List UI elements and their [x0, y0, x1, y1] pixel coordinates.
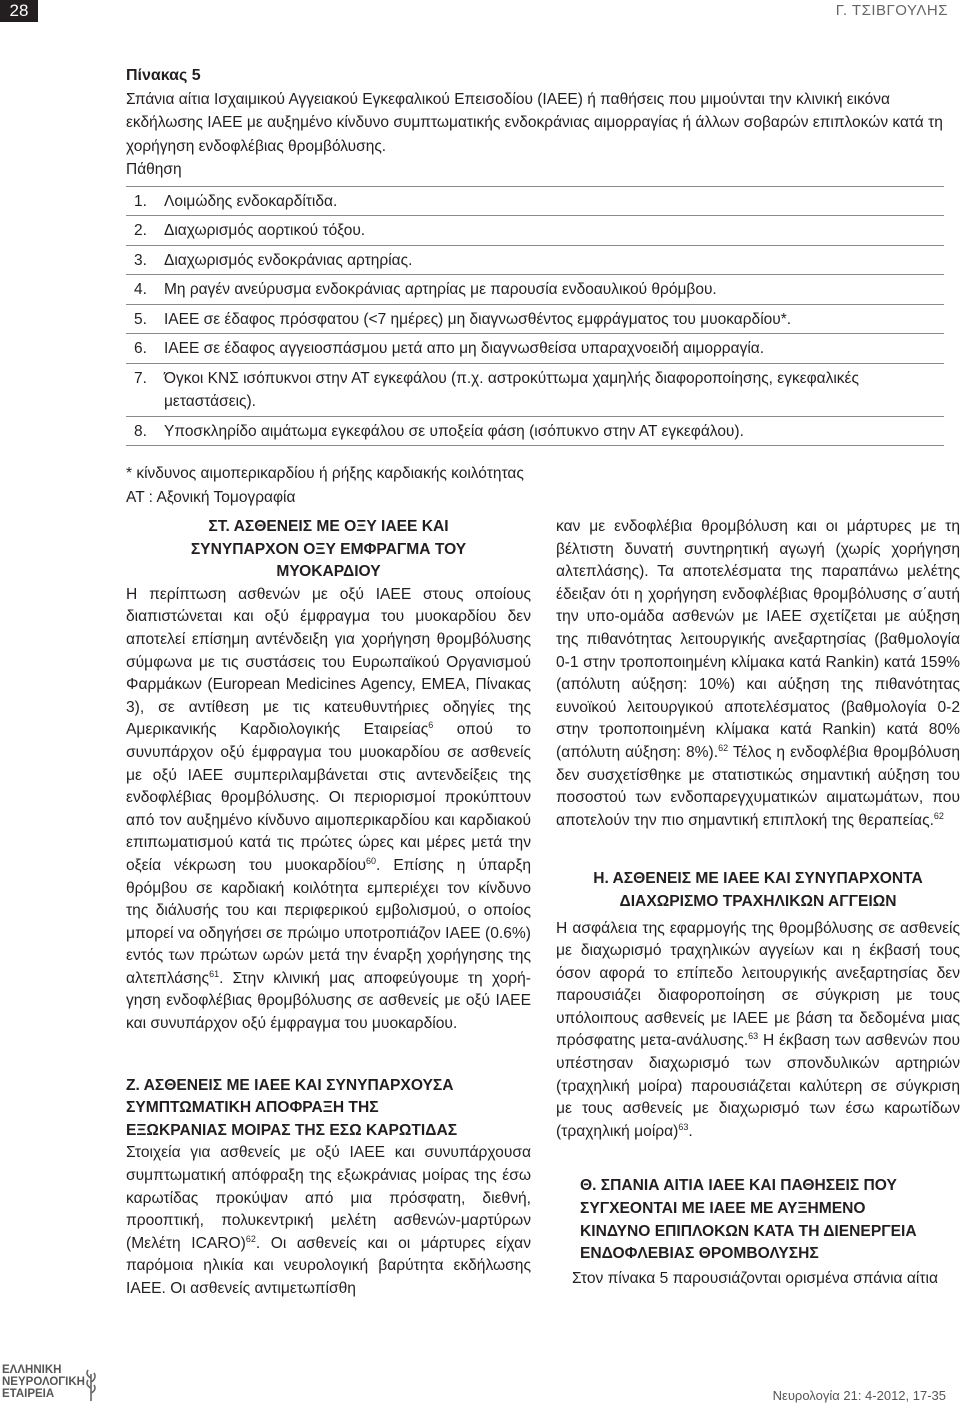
table-row: [126, 304, 944, 334]
table-row: [126, 186, 944, 216]
row-text: Μη ραγέν ανεύρυσμα ενδοκράνιας αρτηρίας με παρουσία ενδοαυλικού θρόμβου.: [164, 281, 717, 298]
citation: 61: [209, 968, 220, 979]
row-text: ΙΑΕΕ σε έδαφος πρόσφατου (<7 ημέρες) μη διαγνωσθέντος εμφράγματος του μυοκαρδίου*.: [164, 310, 792, 328]
row-text: Υποσκληρίδο αιμάτωμα εγκεφάλου σε υποξεία φάση (ισόπυκνο στην ΑΤ εγκεφάλου).: [164, 422, 744, 440]
table-row: [126, 215, 944, 245]
paragraph: Η περίπτωση ασθενών με οξύ ΙΑΕΕ στους οποίους διαπιστώνεται και οξύ έμφραγμα του μυοκαρδίου δεν αποτελεί επίσημη αντένδειξη για χορήγηση θρομβόλυσης σύμφωνα με τις συστάσεις του Ευρωπαϊκού Οργανισμού Φαρμάκων (European Medicines Agency, EMEA, Πίνακας 3), σε αντίθεση με τις κατευθυντήριες οδηγίες της Αμερικανικής Καρδιολογικής Εταιρείας$^6$ οπού το συνυπάρχον οξύ έμφραγμα του μυοκαρδίου σε ασθενείς με οξύ ΙΑΕΕ συμπεριλαμβάνεται στις αντενδείξεις της ενδοφλέβιας θρομβόλυσης. Οι περιορισμοί προκύπτουν από τον αυξημένο κίνδυνο αιμοπερικαρδίου και καρδιακού επιπωματισμού κατά τις πρώτες ώρες και μέρες μετά την οξεία νέκρωση του μυοκαρδίου$^{60}$. Επίσης η ύπαρξη θρόμβου σε καρδιακή κοιλότητα εμπεριέχει τον κίνδυνο της διάλυσής του και περιφερικού εμβολισμού, ο οποίος μπορεί να οδηγήσει σε πρώιμο υποτροπιάζον ΙΑΕΕ (0.6%) εντός των πρώτων ωρών μετά την έναρξη χορήγησης της αλτεπλάσης$^{61}$. Στην κλινική μας αποφεύγουμε τη χορήγηση ενδοφλέβιας θρομβόλυσης σε ασθενείς με οξύ ΙΑΕΕ και συνυπάρχον οξύ έμφραγμα του μυοκαρδίου.: [126, 585, 532, 1033]
row-number: 7.: [134, 369, 147, 387]
citation: 62: [933, 810, 944, 821]
section-heading-st: ΣΤ. ΑΣΘΕΝΕΙΣ ΜΕ ΟΞΥ ΙΑΕΕ ΚΑΙ ΣΥΝΥΠΑΡΧΟΝ ΟΞΥ ΕΜΦΡΑΓΜΑ ΤΟΥ ΜΥΟΚΑΡΔΙΟΥ: [190, 518, 467, 581]
table-row: [126, 274, 944, 304]
journal-logo: [2, 1364, 97, 1408]
table-row: [126, 245, 944, 275]
table-row: [126, 333, 944, 363]
section-heading-h: Η. ΑΣΘΕΝΕΙΣ ΜΕ ΙΑΕΕ ΚΑΙ ΣΥΝΥΠΑΡΧΟΝΤΑ ΔΙΑΧΩΡΙΣΜΟ ΤΡΑΧΗΛΙΚΩΝ ΑΓΓΕΙΩΝ: [593, 870, 923, 910]
citation: 63: [678, 1121, 689, 1132]
section-heading-th: Θ. ΣΠΑΝΙΑ ΑΙΤΙΑ ΙΑΕΕ ΚΑΙ ΠΑΘΗΣΕΙΣ ΠΟΥ ΣΥΓΧΕΟΝΤΑΙ ΜΕ ΙΑΕΕ ΜΕ ΑΥΞΗΜΕΝΟ ΚΙΝΔΥΝΟ ΕΠΙΠΛΟΚΩΝ ΚΑΤΑ ΤΗ ΔΙΕΝΕΡΓΕΙΑ ΕΝΔΟΦΛΕΒΙΑΣ ΘΡΟΜΒΟΛΥΣΗΣ: [580, 1177, 917, 1263]
running-head: Γ. ΤΣΙΒΓΟΥΛΗΣ: [835, 2, 948, 19]
table-footnote: * κίνδυνος αιμοπερικαρδίου ή ρήξης καρδιακής κοιλότητας: [126, 465, 524, 482]
citation: 62: [718, 742, 729, 753]
table-row: [126, 416, 944, 447]
citation: 63: [748, 1031, 759, 1042]
row-text: Όγκοι ΚΝΣ ισόπυκνοι στην ΑΤ εγκεφάλου (π.χ. αστροκύττωμα χαμηλής διαφοροποίησης, εγκεφαλικές μεταστάσεις).: [164, 369, 859, 410]
row-text: ΙΑΕΕ σε έδαφος αγγειοσπάσμου μετά απο μη διαγνωσθείσα υπαραχνοειδή αιμορραγία.: [164, 340, 765, 357]
paragraph: καν με ενδοφλέβια θρομβόλυση και οι μάρτυρες με τη βέλτιστη δυνατή συντηρητική αγωγή (χωρίς χορήγηση αλτεπλάσης). Τα αποτελέσματα της παραπάνω μελέτης έδειξαν ότι η χορήγηση ενδοφλέβιας θρομβόλυσης σ΄αυτή την υπο-ομάδα ασθενών με ΙΑΕΕ σχετίζεται με αύξηση της πιθανότητας λειτουργικής ανεξαρτησίας (βαθμολογία 0-1 στην τροποποιημένη κλίμακα κατά Rankin) κατά 159% (απόλυτη αύξηση: 10%) και αύξηση της πιθανότητας ευνοϊκού λειτουργικού αποτελέσματος (βαθμολογία 0-2 στην τροποποιημένη κλίμακα κατά Rankin) κατά 80% (απόλυτη αύξηση: 8%).$^{62}$ Τέλος η ενδοφλέβια θρομβόλυση δεν συσχετίσθηκε με στατιστικώς σημαντική αύξηση του ποσοστού των ενδοπαρεγχυματικών αιματωμάτων, που αποτελούν την πιο σημαντική επιπλοκή της θεραπείας.$^{62}$: [556, 518, 960, 829]
table-rows: [126, 186, 944, 447]
row-number: 4.: [134, 281, 147, 298]
paragraph: Στον πίνακα 5 παρουσιάζονται ορισμένα σπάνια αίτια: [572, 1269, 939, 1287]
table-footnote: ΑΤ : Αξονική Τομογραφία: [126, 488, 296, 506]
row-number: 6.: [134, 340, 147, 357]
section-heading-z: Ζ. ΑΣΘΕΝΕΙΣ ΜΕ ΙΑΕΕ ΚΑΙ ΣΥΝΥΠΑΡΧΟΥΣΑ ΣΥΜΠΤΩΜΑΤΙΚΗ ΑΠΟΦΡΑΞΗ ΤΗΣ ΕΞΩΚΡΑΝΙΑΣ ΜΟΙΡΑΣ ΤΗΣ ΕΣΩ ΚΑΡΩΤΙΔΑΣ: [126, 1076, 458, 1139]
table-title: Πίνακας 5: [126, 67, 201, 84]
logo-text: ΕΛΛΗΝΙΚΗ ΝΕΥΡΟΛΟΓΙΚΗ ΕΤΑΙΡΕΙΑ: [2, 1364, 85, 1400]
row-number: 2.: [134, 222, 147, 239]
row-text: Λοιμώδης ενδοκαρδίτιδα.: [164, 192, 338, 210]
row-text: Διαχωρισμός ενδοκράνιας αρτηρίας.: [164, 251, 413, 269]
row-number: 3.: [134, 251, 147, 269]
row-number: 5.: [134, 310, 147, 328]
row-number: 1.: [134, 192, 147, 210]
left-column: [126, 516, 531, 1301]
citation: 6: [428, 720, 434, 731]
citation: 60: [366, 855, 377, 866]
page-number: 28: [0, 0, 38, 22]
citation: 62: [245, 1233, 256, 1244]
paragraph: Η ασφάλεια της εφαρμογής της θρομβόλυσης σε ασθενείς με διαχωρισμό τραχηλικών αγγείων και η έκβασή τους όσον αφορά το επίπεδο λειτουργικής ανεξαρτησίας δεν παρουσιάζει διαφοροποίηση σε σύγκριση με τους υπόλοιπους ασθενείς με ΙΑΕΕ με βάση τα δεδομένα μιας πρόσφατης μετα-ανάλυσης.$^{63}$ Η έκβαση των ασθενών που υπέστησαν διαχωρισμό των σπονδυλικών αρτηριών (τραχηλική μοίρα) παρουσιάζεται καλύτερη σε σύγκριση με τους ασθενείς με διαχωρισμό των έσω καρωτίδων (τραχηλική μοίρα)$^{63}$.: [556, 919, 960, 1140]
row-text: Διαχωρισμός αορτικού τόξου.: [164, 222, 366, 239]
table-5: [126, 64, 956, 509]
logo-emblem-icon: [84, 1368, 98, 1402]
row-number: 8.: [134, 422, 147, 440]
table-description: Σπάνια αίτια Ισχαιμικού Αγγειακού Εγκεφαλικού Επεισοδίου (ΙΑΕΕ) ή παθήσεις που μιμούνται την κλινική εικόνα εκδήλωσης ΙΑΕΕ με αυξημένο κίνδυνο συμπτωματικής ενδοκράνιας αιμορραγίας ή άλλων σοβαρών επιπλοκών κατά τη χορήγηση ενδοφλέβιας θρομβόλυσης.: [126, 90, 943, 155]
journal-reference: Νευρολογία 21: 4-2012, 17-35: [772, 1388, 946, 1403]
table-row: [126, 363, 944, 416]
table-category-label: Πάθηση: [126, 161, 182, 178]
right-column: [556, 516, 960, 1290]
paragraph: Στοιχεία για ασθενείς με οξύ ΙΑΕΕ και συνυπάρχουσα συμπτωματική απόφραξη της εξωκράνιας μοίρας της έσω καρωτίδας προκύψαν από μια πρόσφατη, διεθνή, προοπτική, πολυκεντρική μελέτη ασθενών-μαρτύρων (Μελέτη ICARO)$^{62}$. Οι ασθενείς και οι μάρτυρες είχαν παρόμοια ηλικία και νευρολογική βαρύτητα εκδήλωσης ΙΑΕΕ. Οι ασθενείς αντιμετωπίσθη: [126, 1144, 531, 1297]
table-notes: [126, 462, 956, 509]
